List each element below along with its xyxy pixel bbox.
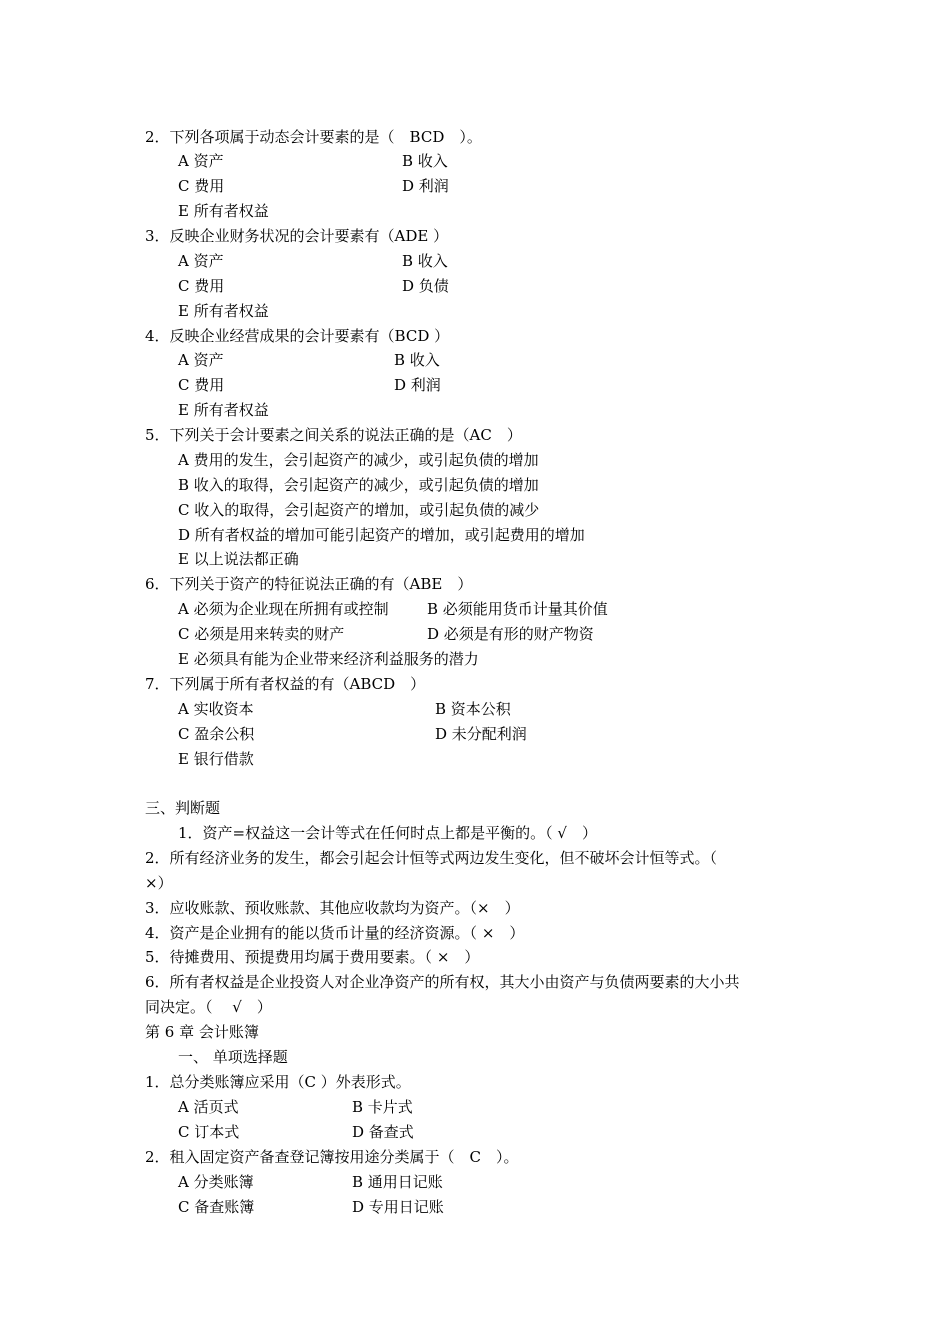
question-7-stem: 7．下列属于所有者权益的有（ABCD ）: [145, 675, 426, 693]
option-d: D 必须是有形的财产物资: [427, 625, 594, 643]
judge-item-2: 2．所有经济业务的发生，都会引起会计恒等式两边发生变化，但不破坏会计恒等式。（: [145, 849, 718, 867]
option-c: C 备查账簿: [178, 1198, 255, 1216]
option-b: B 收入: [394, 351, 440, 369]
option-d: D 利润: [402, 177, 449, 195]
question-3-stem: 3．反映企业财务状况的会计要素有（ADE ）: [145, 227, 449, 245]
judge-item-6-cont: 同决定。（ √ ）: [145, 998, 272, 1016]
section-heading: 三、判断题: [145, 799, 221, 817]
option-c: C 收入的取得，会引起资产的增加，或引起负债的减少: [178, 501, 540, 519]
option-e: E 以上说法都正确: [178, 550, 299, 568]
option-a: A 分类账簿: [178, 1173, 254, 1191]
option-c: C 订本式: [178, 1123, 240, 1141]
option-a: A 费用的发生，会引起资产的减少，或引起负债的增加: [178, 451, 539, 469]
question-5-stem: 5．下列关于会计要素之间关系的说法正确的是（AC ）: [145, 426, 522, 444]
option-b: B 资本公积: [435, 700, 511, 718]
section-heading: 一、 单项选择题: [178, 1048, 288, 1066]
option-b: B 收入的取得，会引起资产的减少，或引起负债的增加: [178, 476, 539, 494]
option-e: E 银行借款: [178, 750, 254, 768]
question-6-stem: 6．下列关于资产的特征说法正确的有（ABE ）: [145, 575, 473, 593]
option-b: B 卡片式: [352, 1098, 413, 1116]
judge-item-5: 5．待摊费用、预提费用均属于费用要素。（ × ）: [145, 948, 480, 966]
option-a: A 必须为企业现在所拥有或控制: [178, 600, 389, 618]
option-a: A 活页式: [178, 1098, 239, 1116]
option-c: C 费用: [178, 277, 225, 295]
option-c: C 必须是用来转卖的财产: [178, 625, 345, 643]
option-d: D 专用日记账: [352, 1198, 444, 1216]
judge-item-1: 1．资产=权益这一会计等式在任何时点上都是平衡的。（ √ ）: [178, 824, 597, 842]
option-c: C 费用: [178, 177, 225, 195]
judge-item-2-answer: ×）: [145, 874, 173, 892]
option-a: A 资产: [178, 152, 224, 170]
question-2-stem: 2．租入固定资产备查登记簿按用途分类属于（ C ）。: [145, 1148, 519, 1166]
option-e: E 所有者权益: [178, 401, 269, 419]
option-d: D 备查式: [352, 1123, 414, 1141]
option-a: A 实收资本: [178, 700, 254, 718]
option-b: B 通用日记账: [352, 1173, 443, 1191]
judge-item-4: 4．资产是企业拥有的能以货币计量的经济资源。（ × ）: [145, 924, 525, 942]
option-e: E 必须具有能为企业带来经济利益服务的潜力: [178, 650, 479, 668]
judge-item-3: 3．应收账款、预收账款、其他应收款均为资产。（× ）: [145, 899, 520, 917]
chapter-title: 第 6 章 会计账簿: [145, 1023, 259, 1041]
question-1-stem: 1．总分类账簿应采用（C ）外表形式。: [145, 1073, 411, 1091]
option-b: B 必须能用货币计量其价值: [427, 600, 608, 618]
option-d: D 负债: [402, 277, 449, 295]
option-b: B 收入: [402, 252, 448, 270]
judge-item-6: 6．所有者权益是企业投资人对企业净资产的所有权，其大小由资产与负债两要素的大小共: [145, 973, 740, 991]
option-c: C 盈余公积: [178, 725, 255, 743]
option-c: C 费用: [178, 376, 225, 394]
option-a: A 资产: [178, 252, 224, 270]
option-d: D 未分配利润: [435, 725, 527, 743]
option-e: E 所有者权益: [178, 302, 269, 320]
option-d: D 所有者权益的增加可能引起资产的增加，或引起费用的增加: [178, 526, 585, 544]
option-b: B 收入: [402, 152, 448, 170]
option-e: E 所有者权益: [178, 202, 269, 220]
question-4-stem: 4．反映企业经营成果的会计要素有（BCD ）: [145, 327, 450, 345]
question-2-stem: 2．下列各项属于动态会计要素的是（ BCD ）。: [145, 128, 482, 146]
option-a: A 资产: [178, 351, 224, 369]
option-d: D 利润: [394, 376, 441, 394]
